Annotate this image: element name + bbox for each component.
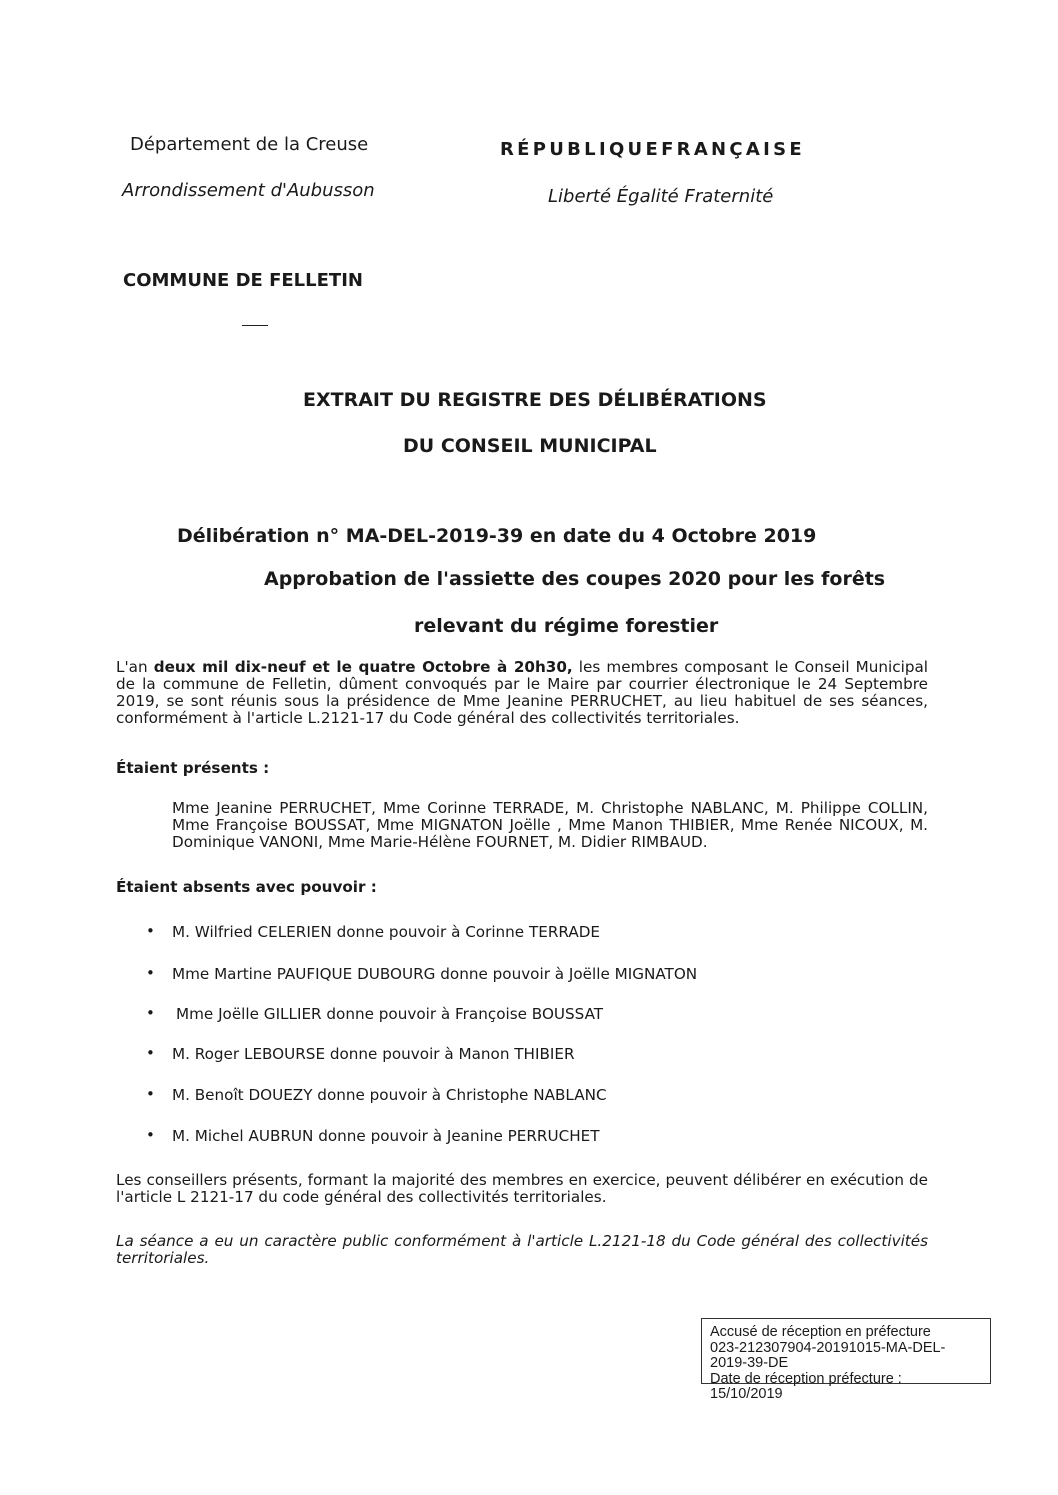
bullet-icon: • — [146, 1044, 155, 1062]
stamp-line: 15/10/2019 — [710, 1386, 783, 1403]
commune-name: COMMUNE DE FELLETIN — [123, 270, 363, 291]
subject-line1: Approbation de l'assiette des coupes 2020 pour les forêts — [264, 568, 886, 590]
stamp-line: 023-212307904-20191015-MA-DEL- — [710, 1339, 946, 1356]
public-session-paragraph: La séance a eu un caractère public conformément à l'article L.2121-18 du Code général des collectivités territoriales. — [116, 1232, 928, 1267]
quorum-paragraph: Les conseillers présents, formant la majorité des membres en exercice, peuvent délibérer en exécution de l'article L 2121-17 du code général des collectivités territoriales. — [116, 1171, 928, 1206]
deliberation-number: Délibération n° MA-DEL-2019-39 en date du 4 Octobre 2019 — [177, 525, 817, 547]
present-list: Mme Jeanine PERRUCHET, Mme Corinne TERRADE, M. Christophe NABLANC, M. Philippe COLLIN, Mme Françoise BOUSSAT, Mme MIGNATON Joëlle , Mme Manon THIBIER, Mme Renée NICOUX, M. Dominique VANONI, Mme Marie-Hélène FOURNET, M. Didier RIMBAUD. — [172, 799, 928, 851]
prefecture-receipt-stamp — [701, 1318, 991, 1403]
arrondissement-name: Arrondissement d'Aubusson — [122, 180, 375, 201]
bullet-icon: • — [146, 1004, 155, 1022]
list-item: • M. Michel AUBRUN donne pouvoir à Jeanine PERRUCHET — [146, 1126, 600, 1145]
republic-motto: Liberté Égalité Fraternité — [548, 186, 774, 207]
list-item: • M. Benoît DOUEZY donne pouvoir à Christophe NABLANC — [146, 1085, 607, 1104]
intro-prefix: L'an — [116, 658, 154, 676]
separator-dash — [242, 325, 268, 326]
intro-paragraph — [116, 659, 928, 727]
register-title-line2: DU CONSEIL MUNICIPAL — [403, 435, 657, 457]
bullet-icon: • — [146, 964, 155, 982]
absent-heading: Étaient absents avec pouvoir : — [116, 878, 377, 896]
list-item: • Mme Joëlle GILLIER donne pouvoir à Françoise BOUSSAT — [146, 1004, 604, 1023]
list-item: • M. Roger LEBOURSE donne pouvoir à Manon THIBIER — [146, 1044, 575, 1063]
bullet-icon: • — [146, 922, 155, 940]
bullet-icon: • — [146, 1085, 155, 1103]
stamp-line: 2019-39-DE — [710, 1355, 789, 1372]
present-heading: Étaient présents : — [116, 759, 270, 777]
bullet-icon: • — [146, 1126, 155, 1144]
register-title-line1: EXTRAIT DU REGISTRE DES DÉLIBÉRATIONS — [303, 389, 767, 411]
intro-date: deux mil dix-neuf et le quatre Octobre à 20h30, — [153, 658, 573, 676]
list-item: • Mme Martine PAUFIQUE DUBOURG donne pouvoir à Joëlle MIGNATON — [146, 964, 698, 983]
list-item: • M. Wilfried CELERIEN donne pouvoir à Corinne TERRADE — [146, 922, 601, 941]
intro-rest: les membres composant le Conseil Municipal de la commune de Felletin, dûment convoqués par le Maire par courrier électronique le 24 Septembre 2019, se sont réunis sous la présidence de Mme Jeanine PERRUCHET, au lieu habituel de ses séances, conformément à l'article L.2121-17 du Code général des collectivités territoriales. — [116, 658, 928, 727]
stamp-line: Accusé de réception en préfecture — [710, 1324, 931, 1340]
subject-line2: relevant du régime forestier — [414, 615, 719, 637]
republic-heading: RÉPUBLIQUEFRANÇAISE — [500, 139, 806, 160]
stamp-line: Date de réception préfecture : — [710, 1370, 902, 1387]
department-name: Département de la Creuse — [130, 134, 369, 155]
